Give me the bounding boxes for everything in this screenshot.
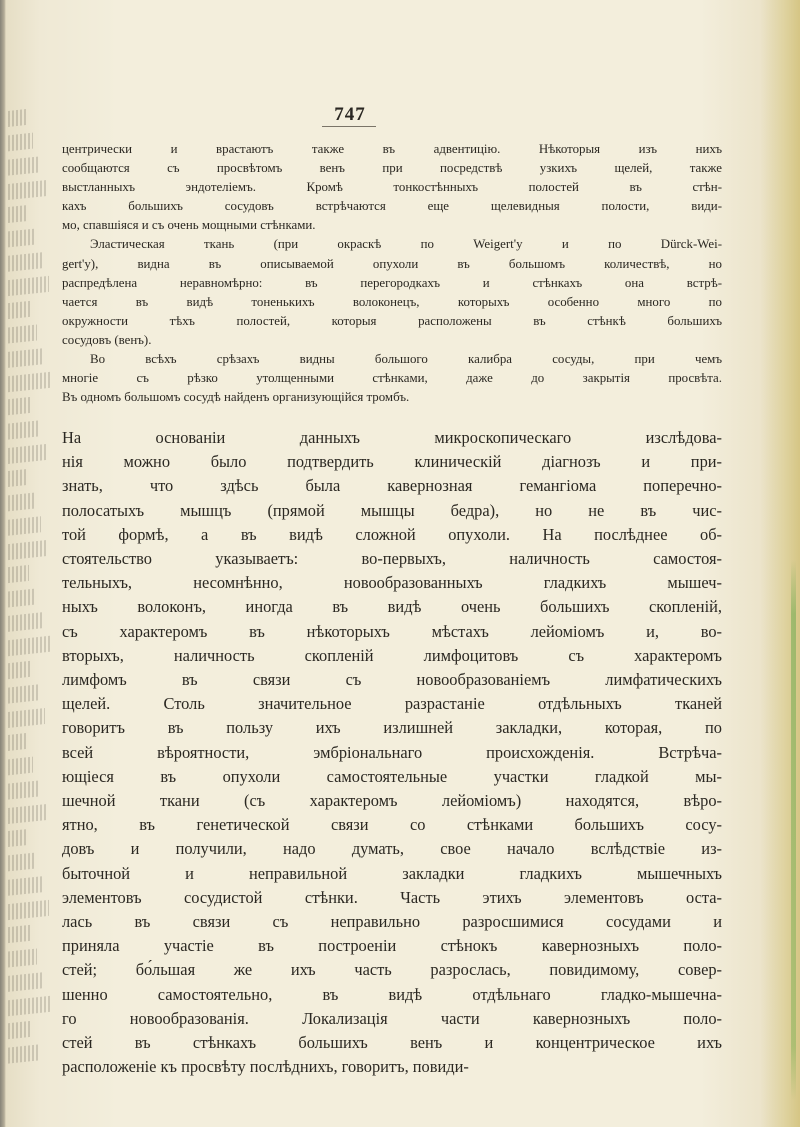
text-line: стоятельство указываетъ: во-первыхъ, наличность самостоя- bbox=[62, 549, 722, 569]
text-line: лимфомъ въ связи съ новообразованіемъ лимфатическихъ bbox=[62, 670, 722, 690]
text-line: всей вѣроятности, эмбріональнаго происхожденія. Встрѣча- bbox=[62, 742, 722, 762]
bleed-through-mark bbox=[8, 469, 27, 487]
bleed-through-mark bbox=[8, 252, 42, 272]
bleed-through-mark bbox=[8, 205, 28, 223]
bleed-through-mark bbox=[8, 972, 44, 992]
bleed-through-mark bbox=[8, 565, 29, 583]
bleed-through-mark bbox=[8, 276, 49, 296]
text-line: окружности тѣхъ полостей, которыя расположены въ стѣнкѣ большихъ bbox=[62, 313, 722, 328]
text-line: съ характеромъ въ нѣкоторыхъ мѣстахъ лейоміомъ и, во- bbox=[62, 621, 722, 641]
text-line: сообщаются съ просвѣтомъ венъ при посредствѣ узкихъ щелей, также bbox=[62, 161, 722, 176]
right-page-edge bbox=[760, 0, 800, 1127]
binding-shadow bbox=[0, 0, 6, 1127]
paragraph bbox=[62, 350, 722, 407]
text-line: мо, спавшіяся и съ очень мощными стѣнками. bbox=[62, 218, 316, 233]
bleed-through-mark bbox=[8, 757, 33, 776]
text-line: распредѣлена неравномѣрно: въ перегородкахъ и стѣнкахъ она встрѣ- bbox=[62, 275, 722, 290]
text-line: Въ одномъ большомъ сосудѣ найденъ организующійся тромбъ. bbox=[62, 390, 410, 405]
text-line: щелей. Столь значительное разрастаніе отдѣльныхъ тканей bbox=[62, 694, 722, 714]
text-line: чается въ видѣ тоненькихъ волоконецъ, которыхъ особенно много по bbox=[62, 294, 722, 309]
text-line: полосатыхъ мышцъ (прямой мышцы бедра), но не въ чис- bbox=[62, 500, 722, 520]
bleed-through-mark bbox=[8, 589, 36, 608]
bleed-through-mark bbox=[8, 900, 49, 920]
bleed-through-mark bbox=[8, 1021, 32, 1040]
bleed-through-mark bbox=[8, 133, 33, 152]
bleed-through-mark bbox=[8, 829, 28, 847]
bleed-through-mark bbox=[8, 733, 26, 751]
bleed-through-mark bbox=[8, 804, 47, 824]
page-number: 747 bbox=[334, 104, 366, 125]
text-line: довъ и получили, надо думать, свое начало вслѣдствіе из- bbox=[62, 839, 722, 859]
text-line: той формѣ, а въ видѣ сложной опухоли. На послѣднее об- bbox=[62, 524, 722, 544]
text-line: шенно самостоятельно, въ видѣ отдѣльнаго гладко-мышечна- bbox=[62, 984, 722, 1004]
bleed-through-mark bbox=[8, 661, 31, 679]
bleed-through-mark bbox=[8, 540, 48, 560]
text-line: Эластическая ткань (при окраскѣ по Weigert'у и по Dürck-Wei- bbox=[90, 237, 722, 252]
text-line: На основаніи данныхъ микроскопическаго изслѣдова- bbox=[62, 428, 722, 447]
bleed-through-mark bbox=[8, 420, 39, 439]
text-line: расположеніе къ просвѣту послѣднихъ, говоритъ, повиди- bbox=[62, 1057, 469, 1077]
bleed-through-mark bbox=[8, 780, 40, 799]
text-line: шечной ткани (съ характеромъ лейоміомъ) находятся, вѣро- bbox=[62, 791, 722, 811]
paragraph bbox=[62, 235, 722, 350]
previous-page-edge bbox=[0, 0, 52, 1127]
bleed-through-mark bbox=[8, 925, 30, 943]
text-line: кахъ большихъ сосудовъ встрѣчаются еще щелевидныя полости, види- bbox=[62, 199, 722, 214]
bleed-through-mark bbox=[8, 180, 47, 200]
text-line: тельныхъ, несомнѣнно, новообразованныхъ гладкихъ мышеч- bbox=[62, 573, 722, 593]
text-line: Во всѣхъ срѣзахъ видны большого калибра сосуды, при чемъ bbox=[90, 352, 722, 367]
bleed-through-mark bbox=[8, 372, 51, 393]
text-line: приняла участіе въ построеніи стѣнокъ кавернозныхъ поло- bbox=[62, 936, 722, 956]
text-line: центрически и врастаютъ также въ адвентицію. Нѣкоторыя изъ нихъ bbox=[62, 142, 722, 156]
bleed-through-mark bbox=[8, 324, 37, 343]
text-line: знать, что здѣсь была кавернозная гемангіома поперечно- bbox=[62, 476, 722, 496]
bleed-through-mark bbox=[8, 493, 34, 512]
text-line: сосудовъ (венъ). bbox=[62, 332, 152, 347]
text-line: gert'у), видна въ описываемой опухоли въ большомъ количествѣ, но bbox=[62, 256, 722, 271]
paragraph bbox=[62, 426, 722, 1079]
text-line: быточной и неправильной закладки гладкихъ мышечныхъ bbox=[62, 863, 722, 883]
text-line: ятно, въ генетической связи со стѣнками большихъ сосу- bbox=[62, 815, 722, 835]
bleed-through-mark bbox=[8, 516, 41, 535]
main-body-section bbox=[62, 426, 722, 1079]
text-line: говоритъ въ пользу ихъ излишней закладки, которая, по bbox=[62, 718, 722, 738]
bleed-through-mark bbox=[8, 876, 42, 896]
bleed-through-mark bbox=[8, 397, 32, 416]
text-line: выстланныхъ эндотеліемъ. Кромѣ тонкостѣнныхъ полостей въ стѣн- bbox=[62, 180, 722, 195]
bleed-through-mark bbox=[8, 636, 50, 656]
edge-stain bbox=[791, 560, 796, 1100]
bleed-through-mark bbox=[8, 612, 43, 632]
text-line: стей въ стѣнкахъ большихъ венъ и концентрическое ихъ bbox=[62, 1033, 722, 1053]
text-line: стей; бо́льшая же ихъ часть разрослась, повидимому, совер- bbox=[62, 960, 722, 980]
bleed-through-mark bbox=[8, 948, 37, 967]
text-line: ныхъ волоконъ, иногда въ видѣ очень большихъ скопленій, bbox=[62, 597, 722, 617]
paragraph bbox=[62, 140, 722, 235]
bleed-through-mark bbox=[8, 684, 38, 703]
bleed-through-mark bbox=[8, 1044, 39, 1063]
bleed-through-mark bbox=[8, 348, 44, 368]
bleed-through-mark bbox=[8, 109, 26, 127]
text-line: многіе съ рѣзко утолщенными стѣнками, даже до закрытія просвѣта. bbox=[62, 371, 722, 386]
text-line: ющіеся въ опухоли самостоятельные участки гладкой мы- bbox=[62, 766, 722, 786]
bleed-through-mark bbox=[8, 708, 45, 728]
page-number-rule bbox=[322, 126, 376, 127]
bleed-through-mark bbox=[8, 229, 35, 248]
text-line: нія можно было подтвердить клиническій діагнозъ и при- bbox=[62, 452, 722, 472]
bleed-through-mark bbox=[8, 301, 30, 319]
bleed-through-mark bbox=[8, 853, 35, 872]
text-line: го новообразованія. Локализація части кавернозныхъ поло- bbox=[62, 1008, 722, 1028]
text-line: лась въ связи съ неправильно разросшимися сосудами и bbox=[62, 912, 722, 932]
text-line: вторыхъ, наличность скопленій лимфоцитовъ съ характеромъ bbox=[62, 645, 722, 665]
text-line: элементовъ сосудистой стѣнки. Часть этихъ элементовъ оста- bbox=[62, 887, 722, 907]
bleed-through-mark bbox=[8, 996, 51, 1017]
small-print-section bbox=[62, 140, 722, 407]
bleed-through-mark bbox=[8, 156, 40, 175]
bleed-through-mark bbox=[8, 444, 46, 464]
